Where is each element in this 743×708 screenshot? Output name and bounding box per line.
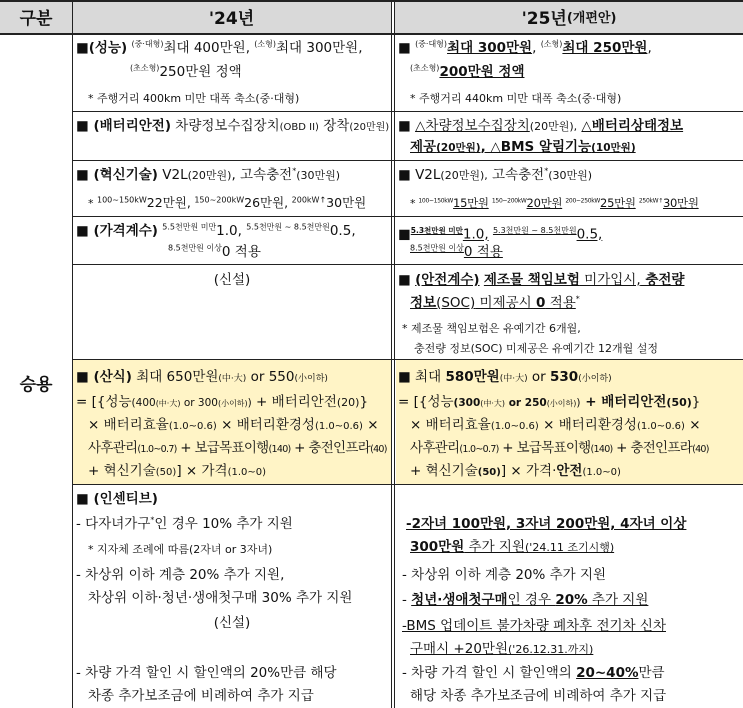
y2024-tech-note-v3: 30만원 bbox=[326, 195, 367, 210]
y2025-battery-line1 bbox=[398, 117, 683, 136]
y2024-f4-b: + 보급목표이행 bbox=[176, 440, 269, 456]
y2025-incentive-1a bbox=[406, 515, 686, 533]
y2025-formula-s1: (中·大) bbox=[499, 374, 528, 384]
y2025-battery-head: ■ bbox=[398, 118, 411, 134]
y2024-price-head: ■ (가격계수) bbox=[76, 223, 158, 239]
y2025-f3-b: × 배터리환경성 bbox=[538, 417, 637, 433]
y2025-formula-or: or bbox=[527, 369, 550, 385]
y2025-f3-s1: (1.0~0.6) bbox=[490, 421, 539, 432]
header-category-label: 구분 bbox=[19, 9, 53, 29]
y2024-performance-line1 bbox=[76, 39, 363, 57]
y2025-f5-s1: (50) bbox=[477, 467, 501, 478]
y2025-formula-b: 530 bbox=[550, 369, 579, 385]
y2024-performance-line2 bbox=[130, 63, 242, 81]
y2024-inc1-a: - 다자녀가구 bbox=[76, 516, 151, 532]
y2024-tech-note bbox=[88, 194, 366, 213]
y2025-safety2-e: 적용 bbox=[545, 295, 576, 311]
y2024-formula-or: or 550 bbox=[246, 369, 295, 385]
y2024-price-v2: 0.5, bbox=[329, 223, 356, 239]
y2025-performance-line1 bbox=[398, 39, 652, 57]
y2025-tech-note-v1: 15만원 bbox=[453, 196, 489, 210]
y2024-inc1-b: 인 경우 10% 추가 지원 bbox=[154, 516, 293, 532]
y2024-incentive-3b: 차종 추가보조금에 비례하여 추가 지급 bbox=[88, 688, 314, 704]
y2025-price2-s: 8.5천만원 이상 bbox=[410, 243, 464, 253]
y2025-f3-a: × 배터리효율 bbox=[410, 417, 491, 433]
rule-col-2 bbox=[391, 0, 395, 708]
y2024-incentive-head bbox=[76, 490, 158, 508]
y2025-f2-b: + 배터리안전 bbox=[580, 394, 667, 410]
rule-row-price bbox=[72, 216, 743, 217]
y2025-incentive-4b bbox=[410, 640, 593, 659]
y2024-incentive-2b: 차상위 이하·청년·생애첫구매 30% 추가 지원 bbox=[88, 590, 353, 606]
rule-col-1 bbox=[72, 0, 73, 708]
y2025-safety-c: 미가입시, bbox=[579, 272, 641, 288]
y2025-f2-c: } bbox=[691, 394, 701, 410]
y2025-battery-line2 bbox=[410, 138, 636, 157]
y2025-inc5a-b: 20~40% bbox=[576, 665, 639, 681]
y2024-f2-s2: (20) bbox=[336, 396, 360, 409]
y2025-formula-line2 bbox=[398, 393, 700, 413]
y2024-performance-note: * 주행거리 400km 미만 대폭 축소(중·대형) bbox=[88, 92, 300, 105]
y2025-f5-c: 안전 bbox=[556, 463, 583, 479]
y2024-f3-b: × 배터리환경성 bbox=[216, 417, 315, 433]
y2025-f2-s2: (50) bbox=[666, 396, 692, 409]
y2025-inc4b-text: 구매시 +20만원 bbox=[410, 641, 508, 657]
y2024-performance-head: ■(성능) bbox=[76, 40, 128, 56]
y2024-tech-note-s2: 150~200kW bbox=[194, 195, 245, 205]
y2025-inc5a-c: 만큼 bbox=[638, 665, 665, 681]
y2025-inc3-a: - bbox=[402, 592, 412, 608]
y2024-f3-s2: (1.0~0.6) bbox=[314, 421, 363, 432]
y2025-f3-s2: (1.0~0.6) bbox=[636, 421, 685, 432]
y2025-price-head: ■ bbox=[398, 226, 411, 243]
y2024-perf2-text: 250만원 정액 bbox=[159, 64, 242, 80]
y2024-price-line1 bbox=[76, 222, 356, 240]
y2025-formula-head: ■ 최대 bbox=[398, 369, 442, 385]
y2025-inc1a-text: -2자녀 100만원, 3자녀 200만원, 4자녀 이상 bbox=[406, 516, 687, 532]
y2025-f2-s1: (300 bbox=[453, 397, 481, 409]
y2024-formula-line3 bbox=[88, 416, 379, 436]
rule-row-incentive bbox=[72, 484, 743, 485]
y2025-f2-s1e: ) bbox=[576, 397, 581, 409]
y2025-f2-a: = [{성능 bbox=[398, 394, 454, 410]
y2025-perf-b: 최대 250만원 bbox=[562, 40, 648, 56]
y2025-inc3-b: 청년·생애첫구매 bbox=[411, 592, 508, 608]
y2024-formula-line2 bbox=[76, 393, 368, 413]
y2024-battery-text: 차량정보수집장치 bbox=[175, 118, 280, 134]
y2024-price-line2 bbox=[168, 243, 261, 261]
y2024-formula-s1: (中·大) bbox=[218, 374, 247, 384]
y2025-inc3-d: 20% bbox=[555, 592, 588, 608]
y2024-f2-s1e: ) bbox=[247, 397, 252, 409]
y2025-tech-note-s3: 200~250kW bbox=[565, 197, 601, 205]
y2024-battery-small2: (20만원) bbox=[349, 122, 390, 133]
y2024-perf-b: 최대 300만원, bbox=[275, 40, 363, 56]
y2025-tech-b-s: (30만원) bbox=[548, 169, 593, 182]
y2024-new-label: (신설) bbox=[213, 272, 251, 288]
y2025-inc1b-tail: 추가 지원 bbox=[464, 539, 526, 555]
y2025-f4-s3: (40) bbox=[692, 444, 709, 455]
y2025-incentive-5a bbox=[402, 664, 665, 682]
y2024-price2-s: 8.5천만원 이상 bbox=[168, 243, 222, 253]
y2024-tech-b: , 고속충전 bbox=[231, 167, 293, 183]
header-2024 bbox=[72, 0, 391, 33]
rule-top bbox=[0, 0, 743, 2]
y2025-battery2-b-s: (10만원) bbox=[591, 142, 636, 154]
y2025-perf-comma: , bbox=[532, 40, 537, 56]
y2024-incentive-head-text: ■ (인센티브) bbox=[76, 491, 158, 507]
y2024-tech-note-s3: 200kW↑ bbox=[291, 195, 327, 205]
y2025-inc4b-s: ('26.12.31.까지) bbox=[508, 643, 594, 656]
y2025-battery-a: △차량정보수집장치 bbox=[415, 118, 530, 134]
y2025-f5-s2: (1.0~0) bbox=[582, 467, 621, 478]
y2025-formula-line1 bbox=[398, 368, 612, 388]
y2025-incentive-3 bbox=[402, 591, 648, 609]
y2025-formula-a: 580만원 bbox=[445, 369, 500, 385]
y2025-tech-b-sup: * bbox=[544, 166, 549, 176]
y2024-tech-b-s: (30만원) bbox=[296, 169, 341, 182]
y2025-perf-sup-a: (중·대형) bbox=[415, 39, 448, 49]
y2025-f4-s2: (140) bbox=[590, 444, 613, 455]
y2025-price-line1 bbox=[398, 222, 602, 244]
y2025-formula-s2: (小이하) bbox=[578, 374, 612, 384]
y2024-f3-s1: (1.0~0.6) bbox=[168, 421, 217, 432]
y2025-safety2-sup: * bbox=[575, 294, 580, 304]
y2024-f5-s1: (50) bbox=[155, 467, 177, 478]
y2025-safety-note-2: 충전량 정보(SOC) 미제공은 유예기간 12개월 설정 bbox=[414, 342, 659, 355]
y2024-f4-s1: (1.0~0.7) bbox=[137, 444, 177, 455]
y2025-price-s1: 5.3천만원 ~ 8.5천만원 bbox=[492, 226, 577, 235]
y2025-f4-c: + 충전인프라 bbox=[612, 440, 693, 456]
header-category bbox=[0, 0, 72, 33]
header-2025 bbox=[395, 0, 743, 33]
y2024-formula-line1 bbox=[76, 368, 328, 388]
y2024-f3-c: × bbox=[362, 417, 379, 433]
y2025-inc4a-text: -BMS 업데이트 불가차량 폐차후 전기차 신차 bbox=[402, 618, 666, 634]
y2024-tech-note-v1: 22만원, bbox=[146, 195, 191, 210]
y2024-f5-s2: (1.0~0) bbox=[227, 467, 267, 478]
rule-row-safety bbox=[72, 264, 743, 265]
y2024-incentive-3a: - 차량 가격 할인 시 할인액의 20%만큼 해당 bbox=[76, 665, 337, 681]
y2025-incentive-5b: 해당 차종 추가보조금에 비례하여 추가 지급 bbox=[410, 688, 667, 704]
y2025-inc1b-s: ('24.11 조기시행) bbox=[525, 541, 615, 554]
y2025-tech-a: V2L bbox=[415, 167, 441, 183]
rule-header bbox=[0, 33, 743, 35]
y2025-incentive-2: - 차상위 이하 계층 20% 추가 지원 bbox=[402, 567, 607, 583]
y2025-tech-a-s: (20만원), bbox=[440, 169, 488, 182]
rule-row-battery bbox=[72, 111, 743, 112]
y2024-perf-a: 최대 400만원, bbox=[163, 40, 250, 56]
y2025-tech-note-s1: 100~150kW bbox=[418, 197, 454, 205]
y2024-f4-c: + 충전인프라 bbox=[290, 440, 371, 456]
header-2025-note: (개편안) bbox=[566, 11, 617, 26]
y2024-formula-line4 bbox=[88, 439, 387, 459]
y2025-battery2-b: , △BMS 알림기능 bbox=[480, 139, 592, 155]
header-2025-label: '25년 bbox=[521, 9, 567, 29]
y2024-inc1-sup: * bbox=[150, 515, 155, 525]
y2024-f2-s1d: (小이하) bbox=[217, 399, 248, 408]
y2025-inc5a-a: - 차량 가격 할인 시 할인액의 bbox=[402, 665, 577, 681]
y2025-tech-note-v2: 20만원 bbox=[526, 196, 563, 210]
y2024-perf-sup-b: (소형) bbox=[254, 39, 276, 49]
y2025-safety2-d: 0 bbox=[536, 295, 546, 311]
y2025-tech-note-s4: 250kW↑ bbox=[638, 197, 663, 205]
y2025-battery-b: △배터리상태정보 bbox=[581, 118, 684, 134]
y2025-f5-a: + 혁신기술 bbox=[410, 463, 478, 479]
y2025-tech-b: 고속충전 bbox=[487, 167, 545, 183]
y2024-f2-s1b: (中·大) bbox=[155, 399, 181, 408]
y2024-f5-a: + 혁신기술 bbox=[88, 463, 156, 479]
y2025-tech-note-v3: 25만원 bbox=[600, 196, 636, 210]
y2025-perf-a: 최대 300만원 bbox=[447, 40, 533, 56]
y2025-price-s0: 5.3천만원 미만 bbox=[410, 226, 463, 235]
category-label: 승용 bbox=[19, 375, 53, 395]
rule-row-formula bbox=[72, 359, 743, 360]
y2024-incentive-1 bbox=[76, 515, 293, 533]
y2025-price2-v: 0 적용 bbox=[463, 244, 503, 260]
y2024-battery-tail: 장착 bbox=[323, 118, 350, 134]
y2024-tech-note-pre: * bbox=[88, 197, 94, 210]
y2024-tech-a-s: (20만원) bbox=[187, 169, 232, 182]
y2024-formula-text: 최대 650만원 bbox=[136, 369, 219, 385]
y2025-formula-line4 bbox=[410, 439, 709, 459]
y2025-performance-note: * 주행거리 440km 미만 대폭 축소(중·대형) bbox=[410, 92, 622, 105]
y2024-formula-head: ■ (산식) bbox=[76, 369, 132, 385]
y2024-battery-line bbox=[76, 117, 389, 137]
y2025-f4-s1: (1.0~0.7) bbox=[459, 444, 499, 455]
y2024-battery-small: (OBD II) bbox=[279, 122, 319, 133]
y2025-safety-d: 충전량 bbox=[640, 272, 685, 288]
y2024-f3-a: × 배터리효율 bbox=[88, 417, 169, 433]
y2024-perf-sup-a: (중·대형) bbox=[131, 39, 164, 49]
y2025-perf2-text: 200만원 정액 bbox=[439, 64, 525, 80]
y2025-tech-note-v4: 30만원 bbox=[663, 196, 699, 210]
y2024-incentive-2a: - 차상위 이하 계층 20% 추가 지원, bbox=[76, 567, 285, 583]
y2025-inc3-c: 인 경우 bbox=[507, 592, 556, 608]
y2024-formula-line5 bbox=[88, 462, 266, 482]
y2025-incentive-4a bbox=[402, 617, 666, 635]
y2025-formula-line5 bbox=[410, 462, 621, 482]
y2024-f2-s1: (400 bbox=[131, 397, 156, 409]
y2025-safety-head: ■ bbox=[398, 272, 411, 288]
y2024-f2-b: + 배터리안전 bbox=[251, 394, 337, 410]
y2024-price-v1: 1.0, bbox=[216, 223, 242, 239]
y2025-performance-line2 bbox=[410, 63, 524, 81]
y2024-incentive-new: (신설) bbox=[213, 615, 251, 631]
y2025-perf-end: , bbox=[647, 40, 652, 56]
y2024-price-s2: 5.5천만원 ~ 8.5천만원 bbox=[246, 222, 330, 232]
y2024-perf2-sup: (초소형) bbox=[130, 63, 160, 73]
y2024-formula-s2: (小이하) bbox=[294, 374, 328, 384]
y2025-tech-note-s2: 150~200kW bbox=[491, 197, 527, 205]
y2024-price-s1: 5.5천만원 미만 bbox=[162, 222, 217, 232]
y2025-f2-s1b: (中·大) bbox=[480, 399, 506, 408]
y2024-incentive-1-note: * 지자체 조례에 따름(2자녀 or 3자녀) bbox=[88, 543, 273, 556]
y2024-f2-c: } bbox=[359, 394, 369, 410]
y2025-f2-s1d: (小이하) bbox=[546, 399, 577, 408]
rule-row-tech bbox=[72, 160, 743, 161]
y2025-price-v1: 0.5, bbox=[576, 226, 603, 243]
y2025-safety-a: (안전계수) bbox=[415, 272, 480, 288]
y2024-f4-s3: (40) bbox=[370, 444, 387, 455]
y2025-battery2-a: 제공 bbox=[410, 139, 437, 155]
y2024-f2-a: = [{성능 bbox=[76, 394, 132, 410]
y2024-f5-b: ] × 가격 bbox=[176, 463, 228, 479]
y2025-safety2-c: 미제공시 bbox=[475, 295, 536, 311]
y2025-inc1b-amount: 300만원 bbox=[410, 539, 465, 555]
y2025-inc3-e: 추가 지원 bbox=[587, 592, 649, 608]
y2025-tech-line bbox=[398, 166, 592, 185]
y2025-tech-note-pre: * bbox=[410, 197, 416, 210]
y2025-tech-note bbox=[410, 194, 699, 213]
y2024-tech-note-s1: 100~150kW bbox=[97, 195, 147, 205]
header-2024-label: '24년 bbox=[208, 9, 255, 29]
y2025-perf-sup-b: (소형) bbox=[540, 39, 563, 49]
y2024-f4-s2: (140) bbox=[268, 444, 291, 455]
y2024-tech-note-v2: 26만원, bbox=[244, 195, 289, 210]
y2024-price2-v: 0 적용 bbox=[221, 244, 261, 260]
y2024-tech-head: ■ (혁신기술) bbox=[76, 167, 158, 183]
y2025-safety-line2 bbox=[410, 294, 580, 312]
y2024-tech-line bbox=[76, 166, 340, 185]
y2025-perf-head: ■ bbox=[398, 40, 411, 56]
y2025-safety-line1 bbox=[398, 271, 684, 289]
y2024-battery-head: ■ (배터리안전) bbox=[76, 118, 171, 134]
y2025-battery2-a-s: (20만원) bbox=[436, 142, 481, 154]
y2024-f2-s1c: or 300 bbox=[180, 397, 218, 409]
y2025-incentive-1b bbox=[410, 538, 614, 557]
y2025-price-v0: 1.0, bbox=[462, 226, 489, 243]
y2024-tech-a: V2L bbox=[162, 167, 188, 183]
y2024-f4-a: 사후관리 bbox=[88, 440, 138, 456]
y2025-battery-a-s: (20만원), bbox=[529, 120, 578, 133]
y2025-safety-note-1: * 제조물 책임보험은 유예기간 6개월, bbox=[402, 322, 581, 335]
y2025-f4-a: 사후관리 bbox=[410, 440, 460, 456]
y2025-safety-b: 제조물 책임보험 bbox=[483, 272, 580, 288]
y2025-f4-b: + 보급목표이행 bbox=[498, 440, 591, 456]
y2024-tech-b-sup: * bbox=[292, 166, 297, 176]
y2025-price-line2 bbox=[410, 243, 503, 261]
y2025-tech-head: ■ bbox=[398, 167, 411, 183]
y2025-safety2-a: 정보 bbox=[410, 295, 437, 311]
y2025-f5-b: ] × 가격· bbox=[500, 463, 557, 479]
y2025-f2-s1c: or 250 bbox=[505, 397, 547, 409]
y2025-f3-c: × bbox=[684, 417, 701, 433]
y2025-formula-line3 bbox=[410, 416, 701, 436]
y2025-safety2-b: (SOC) bbox=[436, 295, 476, 311]
y2025-perf2-sup: (초소형) bbox=[410, 63, 440, 73]
